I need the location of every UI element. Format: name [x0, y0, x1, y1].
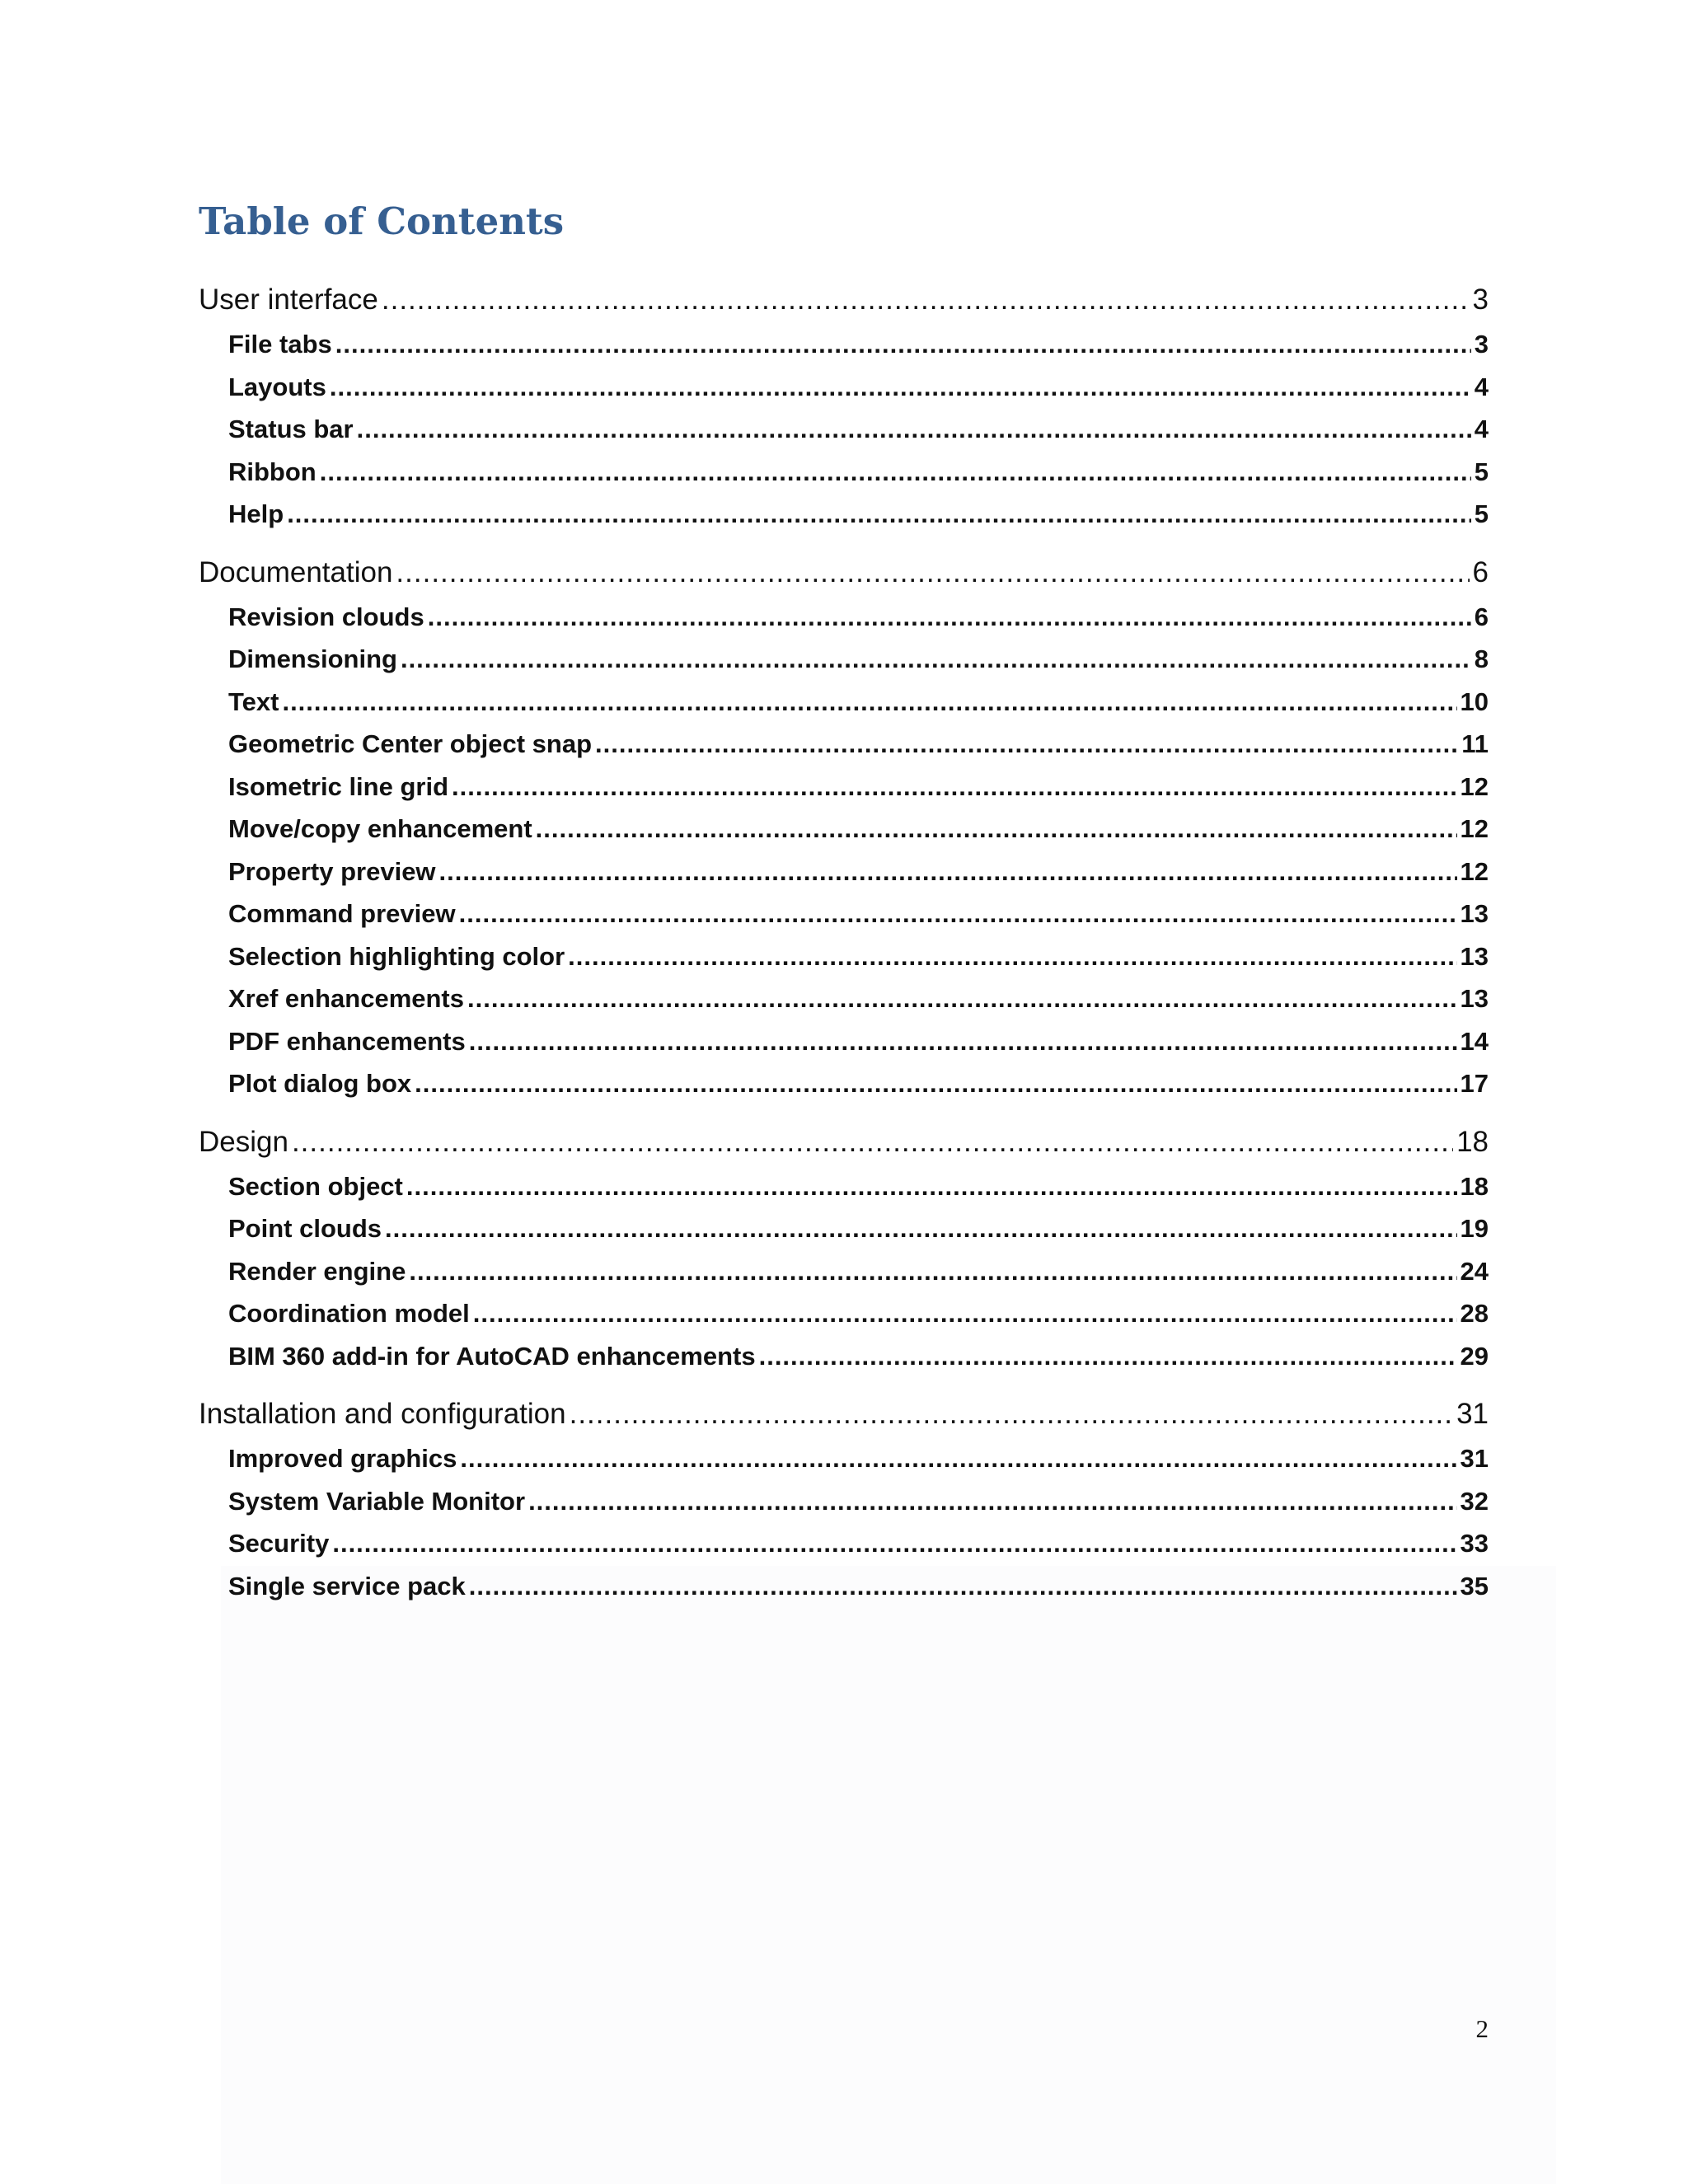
toc-subentry[interactable] [199, 596, 1489, 639]
toc-entry-title: Status bar [228, 415, 354, 443]
toc-entry-page: 24 [1460, 1256, 1489, 1286]
toc-subentry[interactable] [199, 851, 1489, 893]
page-background-shade [221, 1566, 1556, 2184]
dot-leader [332, 1522, 1456, 1565]
toc-entry-title: Text [228, 687, 279, 716]
toc-entry-page: 4 [1474, 372, 1489, 401]
toc-entry-title: Documentation [199, 555, 393, 588]
toc-entry-page: 12 [1460, 771, 1489, 801]
dot-leader [469, 1565, 1457, 1608]
toc-subentry[interactable] [199, 638, 1489, 681]
toc-entry-title: PDF enhancements [228, 1026, 466, 1056]
dot-leader [473, 1292, 1457, 1335]
toc-section [199, 1119, 1489, 1378]
dot-leader [460, 1437, 1456, 1480]
toc-subentry[interactable] [199, 766, 1489, 808]
toc-subentry[interactable] [199, 366, 1489, 409]
toc-entry-title: Dimensioning [228, 644, 397, 673]
toc-subentry[interactable] [199, 1565, 1489, 1608]
dot-leader [292, 1119, 1453, 1165]
toc-entry-page: 12 [1460, 814, 1489, 843]
toc-subentry[interactable] [199, 1437, 1489, 1480]
toc-entry-page: 28 [1460, 1299, 1489, 1328]
toc-entry-page: 13 [1460, 984, 1489, 1013]
toc-entry-title: Xref enhancements [228, 984, 464, 1013]
dot-leader [287, 493, 1471, 536]
toc-entry-page: 19 [1460, 1214, 1489, 1243]
toc-entry-title: Improved graphics [228, 1444, 457, 1473]
toc-subentry[interactable] [199, 977, 1489, 1020]
dot-leader [459, 893, 1457, 935]
toc-entry-title: Ribbon [228, 457, 316, 486]
toc-entry-title: Render engine [228, 1256, 406, 1286]
toc-entry-title: Security [228, 1529, 330, 1558]
dot-leader [452, 766, 1457, 808]
toc-subentry[interactable] [199, 1292, 1489, 1335]
toc-entry-page: 6 [1472, 555, 1489, 588]
dot-leader [401, 638, 1471, 681]
toc-subentry[interactable] [199, 408, 1489, 451]
toc-entry-page: 6 [1474, 602, 1489, 631]
toc-entry-page: 31 [1456, 1398, 1489, 1430]
toc-entry-title: Selection highlighting color [228, 941, 565, 971]
toc-entry-page: 8 [1474, 644, 1489, 673]
toc-subentry[interactable] [199, 1020, 1489, 1063]
dot-leader [282, 681, 1456, 724]
dot-leader [469, 1020, 1457, 1063]
dot-leader [595, 723, 1458, 766]
toc-entry-page: 3 [1472, 284, 1489, 316]
toc-entry-page: 3 [1474, 330, 1489, 359]
toc-entry-page: 12 [1460, 856, 1489, 886]
toc-subentry[interactable] [199, 681, 1489, 724]
toc-heading-entry[interactable] [199, 550, 1489, 596]
toc-entry-page: 33 [1460, 1529, 1489, 1558]
page-number: 2 [1475, 2014, 1489, 2043]
toc-subentry[interactable] [199, 1250, 1489, 1293]
toc-entry-page: 29 [1460, 1341, 1489, 1371]
toc-entry-title: User interface [199, 284, 378, 316]
dot-leader [330, 366, 1471, 409]
dot-leader [759, 1335, 1457, 1378]
dot-leader [415, 1062, 1456, 1105]
toc-entry-title: System Variable Monitor [228, 1486, 526, 1516]
dot-leader [335, 323, 1471, 366]
toc-subentry[interactable] [199, 808, 1489, 851]
table-of-contents [199, 277, 1489, 1607]
toc-subentry[interactable] [199, 1165, 1489, 1208]
toc-entry-title: Single service pack [228, 1571, 466, 1601]
toc-entry-title: Move/copy enhancement [228, 814, 532, 843]
toc-section [199, 1391, 1489, 1607]
toc-entry-page: 14 [1460, 1026, 1489, 1056]
toc-entry-title: Isometric line grid [228, 771, 449, 801]
toc-entry-page: 31 [1460, 1444, 1489, 1473]
dot-leader [357, 408, 1471, 451]
toc-heading-entry[interactable] [199, 277, 1489, 323]
toc-entry-title: Design [199, 1125, 288, 1158]
toc-entry-title: Point clouds [228, 1214, 382, 1243]
toc-subentry[interactable] [199, 1062, 1489, 1105]
toc-entry-title: Layouts [228, 372, 326, 401]
toc-entry-page: 17 [1460, 1069, 1489, 1098]
dot-leader [406, 1165, 1457, 1208]
toc-entry-page: 32 [1460, 1486, 1489, 1516]
toc-entry-title: Section object [228, 1171, 403, 1201]
toc-entry-title: Property preview [228, 856, 436, 886]
dot-leader [528, 1480, 1456, 1523]
toc-heading-entry[interactable] [199, 1391, 1489, 1437]
toc-entry-title: Plot dialog box [228, 1069, 412, 1098]
toc-subentry[interactable] [199, 893, 1489, 935]
toc-subentry[interactable] [199, 1335, 1489, 1378]
toc-entry-title: Geometric Center object snap [228, 729, 593, 758]
dot-leader [396, 550, 1469, 596]
dot-leader [382, 277, 1470, 323]
toc-entry-title: File tabs [228, 330, 332, 359]
toc-entry-page: 5 [1474, 457, 1489, 486]
toc-title: Table of Contents [199, 199, 565, 243]
toc-entry-page: 10 [1460, 687, 1489, 716]
dot-leader [467, 977, 1457, 1020]
toc-subentry[interactable] [199, 723, 1489, 766]
toc-section [199, 277, 1489, 536]
toc-subentry[interactable] [199, 493, 1489, 536]
toc-subentry[interactable] [199, 451, 1489, 494]
toc-subentry[interactable] [199, 935, 1489, 978]
dot-leader [568, 935, 1456, 978]
toc-entry-page: 5 [1474, 499, 1489, 528]
toc-entry-page: 13 [1460, 899, 1489, 928]
dot-leader [409, 1250, 1456, 1293]
toc-subentry[interactable] [199, 1480, 1489, 1523]
dot-leader [385, 1207, 1457, 1250]
toc-heading-entry[interactable] [199, 1119, 1489, 1165]
dot-leader [536, 808, 1457, 851]
toc-entry-title: Command preview [228, 899, 456, 928]
toc-entry-page: 4 [1474, 415, 1489, 443]
toc-entry-page: 13 [1460, 941, 1489, 971]
dot-leader [320, 451, 1471, 494]
toc-section [199, 550, 1489, 1105]
toc-subentry[interactable] [199, 1207, 1489, 1250]
toc-entry-title: Revision clouds [228, 602, 424, 631]
dot-leader [428, 596, 1471, 639]
toc-subentry[interactable] [199, 1522, 1489, 1565]
toc-entry-page: 35 [1460, 1571, 1489, 1601]
dot-leader [570, 1391, 1453, 1437]
toc-entry-page: 18 [1456, 1125, 1489, 1158]
toc-entry-title: Coordination model [228, 1299, 470, 1328]
toc-subentry[interactable] [199, 323, 1489, 366]
dot-leader [439, 851, 1457, 893]
toc-entry-page: 11 [1461, 729, 1489, 758]
toc-entry-page: 18 [1460, 1171, 1489, 1201]
toc-entry-title: BIM 360 add-in for AutoCAD enhancements [228, 1341, 756, 1371]
toc-entry-title: Help [228, 499, 284, 528]
toc-entry-title: Installation and configuration [199, 1398, 566, 1430]
